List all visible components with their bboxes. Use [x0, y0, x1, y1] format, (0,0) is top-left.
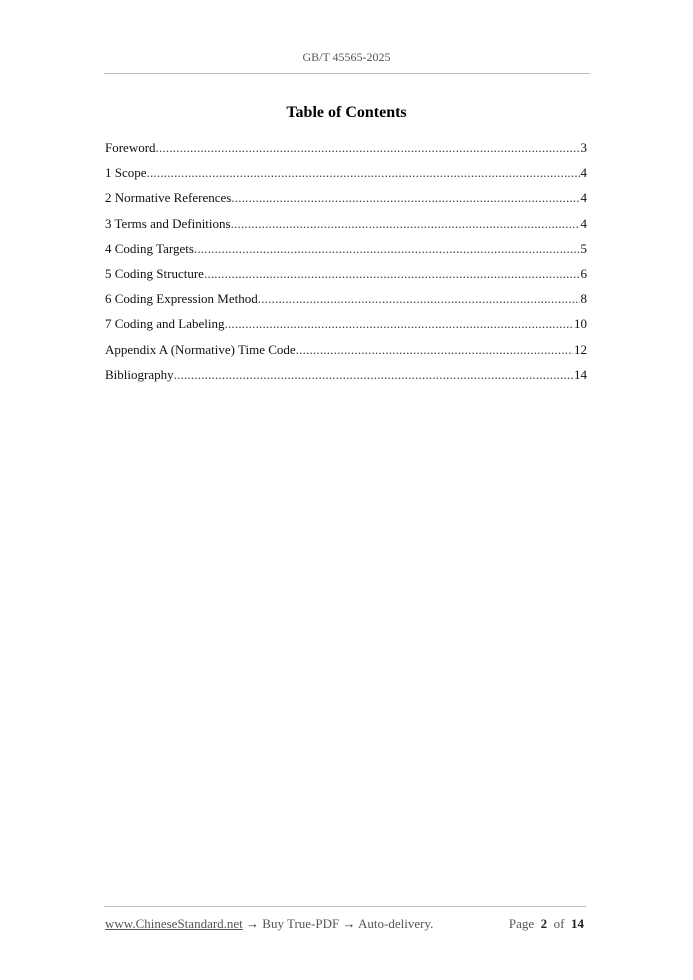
toc-entry-page: 3 [580, 140, 587, 155]
page-word: Page [508, 916, 535, 931]
table-of-contents [105, 139, 587, 391]
toc-dot-leader [156, 139, 580, 157]
toc-dot-leader [231, 215, 580, 233]
toc-entry-coding-and-labeling[interactable] [105, 315, 587, 340]
site-link[interactable]: www.ChineseStandard.net [105, 916, 243, 931]
toc-entry-label: 5 Coding Structure [105, 265, 204, 281]
toc-entry-terms-and-definitions[interactable] [105, 215, 587, 240]
toc-entry-page: 8 [580, 291, 587, 307]
header-divider [104, 73, 590, 74]
toc-entry-page: 5 [580, 240, 587, 256]
toc-dot-leader [194, 240, 580, 258]
toc-entry-label: 3 Terms and Definitions [105, 215, 231, 231]
current-page-number: 2 [540, 916, 548, 931]
toc-entry-page: 14 [574, 366, 587, 382]
toc-dot-leader [225, 315, 573, 333]
footer-divider [104, 906, 586, 907]
toc-entry-normative-references[interactable] [105, 189, 587, 214]
toc-entry-label: 1 Scope [105, 165, 147, 181]
toc-entry-coding-targets[interactable] [105, 240, 587, 265]
arrow-right-icon: → [342, 916, 356, 931]
page-title: Table of Contents [286, 104, 407, 121]
toc-entry-foreword[interactable] [105, 139, 587, 164]
toc-dot-leader [296, 341, 573, 359]
toc-entry-page: 4 [580, 165, 587, 181]
toc-entry-label: 4 Coding Targets [105, 240, 194, 256]
toc-entry-scope[interactable] [105, 164, 587, 189]
toc-entry-label: Foreword [105, 140, 156, 155]
toc-entry-page: 4 [580, 190, 587, 206]
toc-dot-leader [147, 164, 580, 182]
toc-entry-page: 12 [574, 341, 587, 357]
toc-entry-bibliography[interactable] [105, 366, 587, 391]
footer-promo [105, 916, 433, 932]
toc-dot-leader [174, 366, 573, 384]
buy-true-pdf-text: Buy True-PDF [262, 916, 340, 931]
toc-entry-label: 7 Coding and Labeling [105, 316, 225, 332]
toc-entry-coding-structure[interactable] [105, 265, 587, 290]
toc-entry-label: Bibliography [105, 366, 174, 382]
toc-dot-leader [258, 290, 580, 308]
total-page-count: 14 [571, 916, 584, 931]
toc-entry-appendix-a[interactable] [105, 341, 587, 366]
arrow-right-icon: → [246, 916, 260, 931]
toc-entry-label: 6 Coding Expression Method [105, 291, 258, 307]
toc-entry-page: 4 [580, 215, 587, 231]
toc-entry-page: 6 [580, 265, 587, 281]
toc-entry-coding-expression-method[interactable] [105, 290, 587, 315]
standard-code: GB/T 45565-2025 [302, 50, 391, 64]
page-indicator [509, 916, 584, 932]
of-word: of [553, 916, 565, 931]
auto-delivery-text: Auto-delivery. [358, 916, 434, 931]
toc-entry-page: 10 [574, 316, 587, 332]
toc-entry-label: Appendix A (Normative) Time Code [105, 341, 296, 357]
toc-dot-leader [204, 265, 580, 283]
toc-entry-label: 2 Normative References [105, 190, 232, 206]
toc-dot-leader [231, 189, 579, 207]
